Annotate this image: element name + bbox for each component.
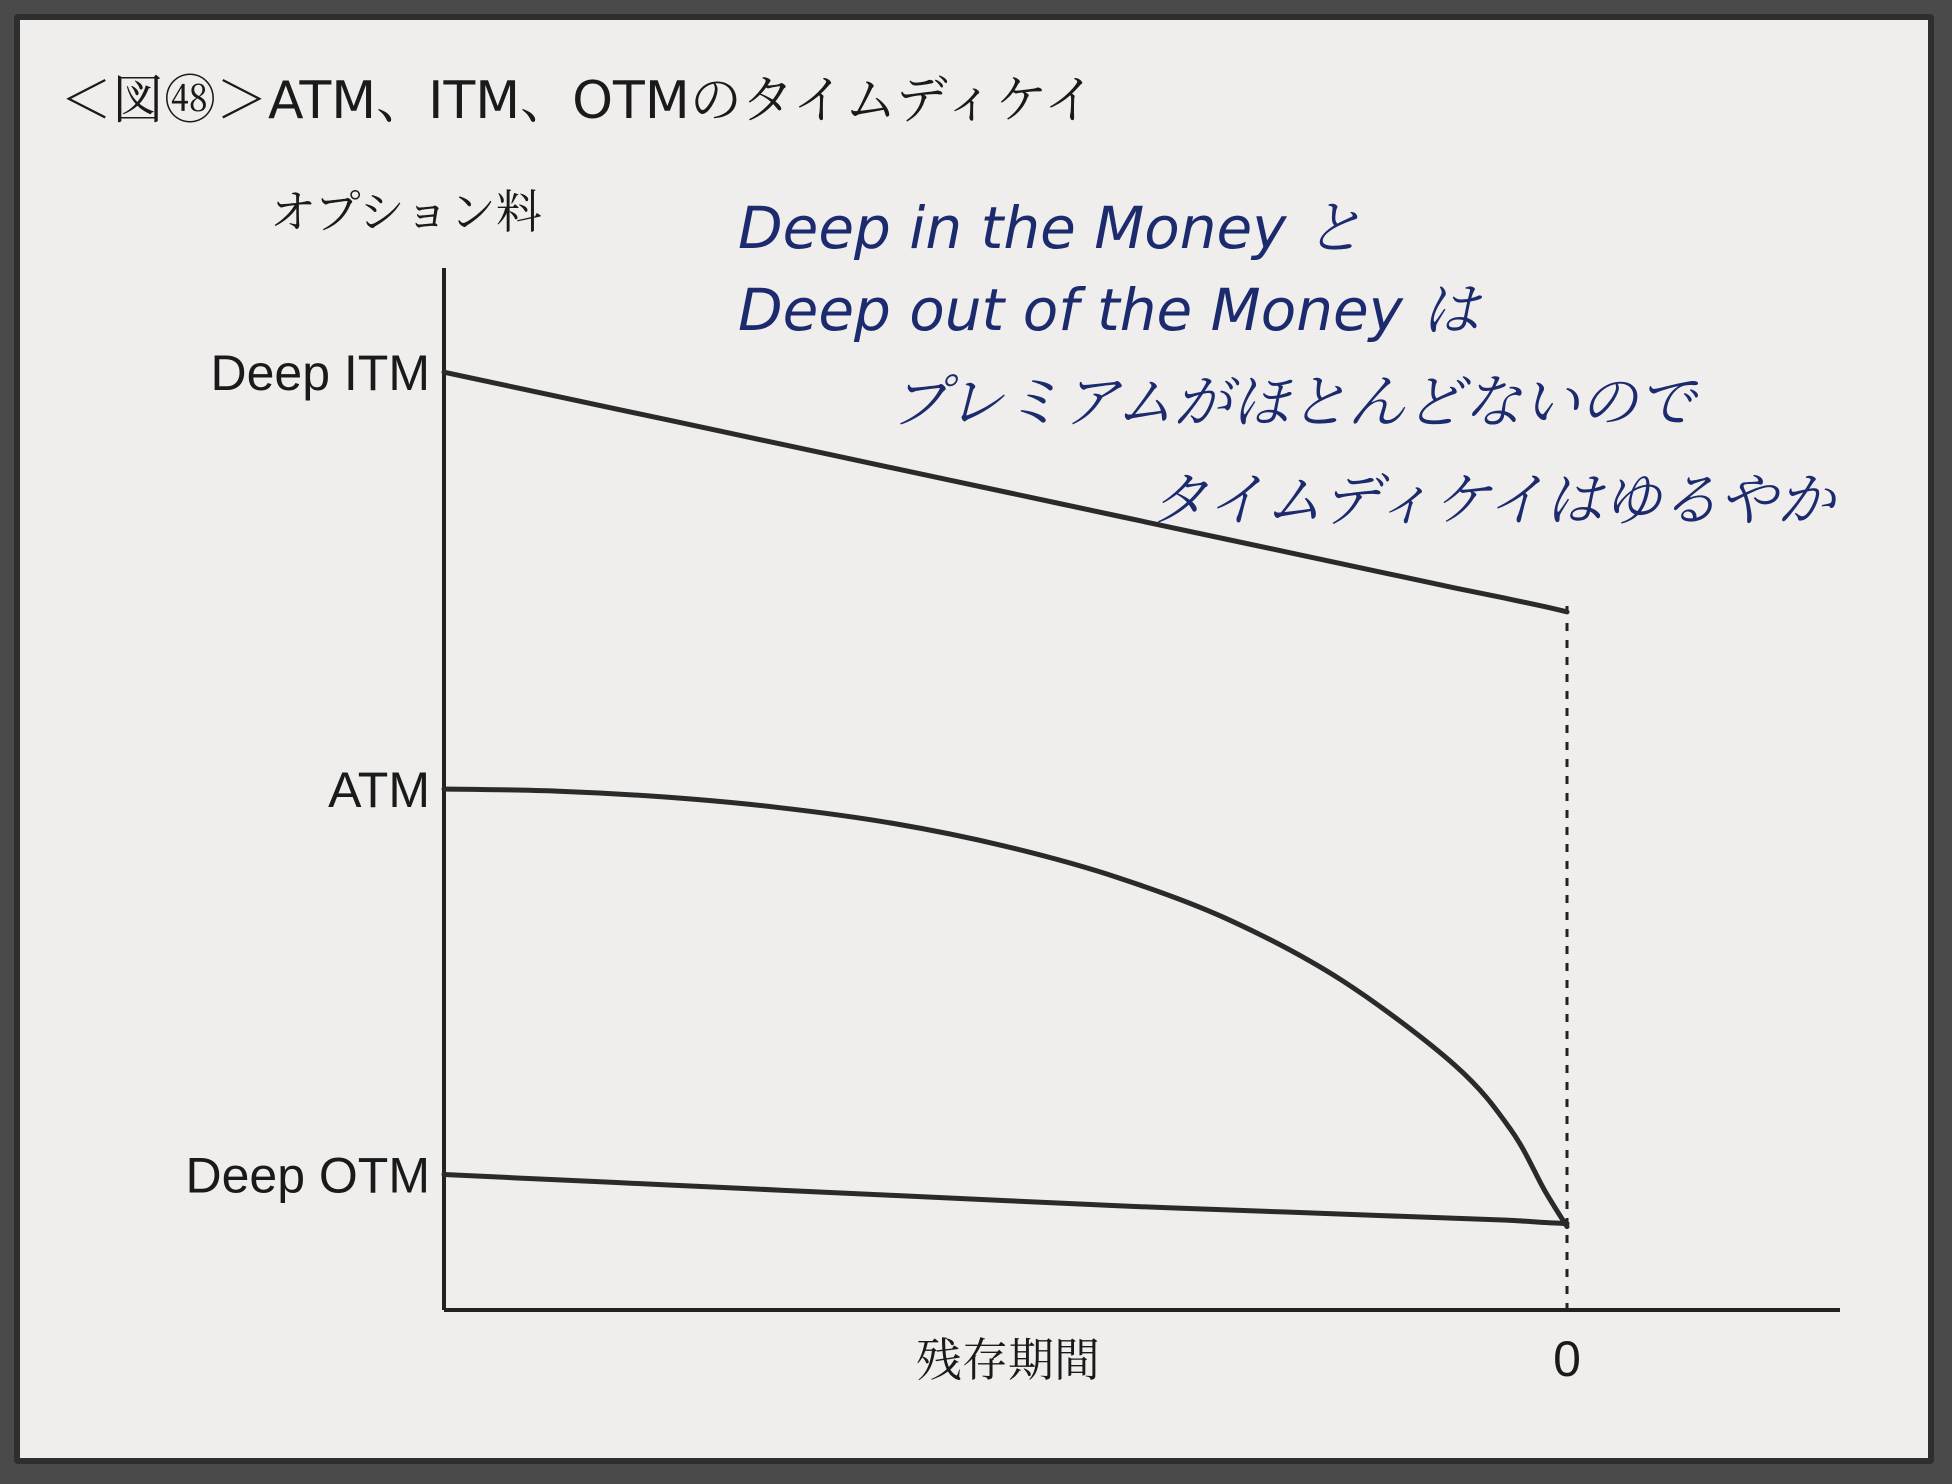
annotation-line-4: タイムディケイはゆるやか — [1150, 466, 1835, 534]
annotation-line-2: Deep out of the Money は — [738, 276, 1480, 344]
series-label-deep-itm: Deep ITM — [210, 345, 430, 402]
series-line-deep-otm — [444, 1175, 1567, 1224]
series-label-atm: ATM — [328, 762, 430, 818]
handwritten-annotation — [738, 194, 1837, 534]
series-labels — [185, 345, 430, 1203]
x-tick-label-0: 0 — [1553, 1331, 1581, 1387]
figure-panel — [14, 14, 1934, 1464]
x-axis-label: 残存期間 — [916, 1333, 1100, 1387]
time-decay-chart — [20, 20, 1940, 1470]
annotation-line-3: プレミアムがほとんどないので — [890, 368, 1696, 436]
series-label-deep-otm: Deep OTM — [185, 1147, 430, 1204]
chart-title: ＜図㊽＞ATM、ITM、OTMのタイムディケイ — [60, 71, 1096, 131]
y-axis-label: オプション料 — [270, 185, 542, 239]
annotation-line-1: Deep in the Money と — [738, 194, 1363, 262]
series-line-atm — [444, 789, 1567, 1227]
